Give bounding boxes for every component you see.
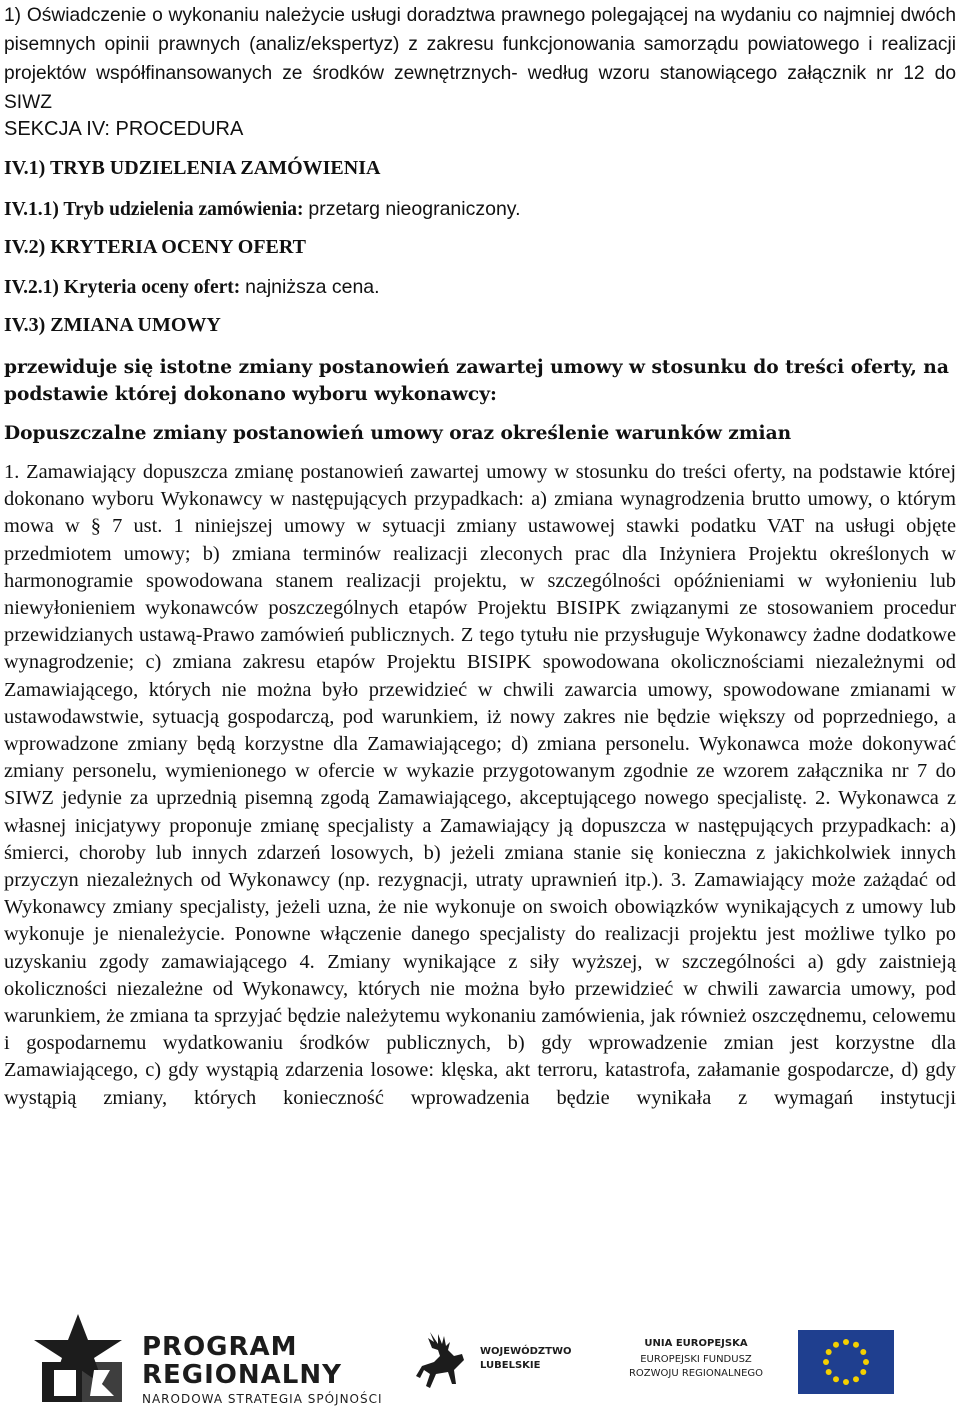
heading-iv11-value: przetarg nieograniczony. (308, 198, 521, 220)
program-regionalny-icon (24, 1310, 134, 1406)
lubelskie-label: LUBELSKIE (480, 1360, 541, 1371)
heading-iv11-label: IV.1.1) Tryb udzielenia zamówienia: (4, 199, 304, 220)
eu-regional-label: ROZWOJU REGIONALNEGO (628, 1368, 764, 1379)
eu-logo (612, 1330, 952, 1400)
intro-paragraph: 1) Oświadczenie o wykonaniu należycie usługi doradztwa prawnego polegającej na wydaniu co najmniej dwóch pisemnych opinii prawnych (analiz/ekspertyz) z zakresu funkcjonowania samorządu powiatowego i realizacji projektów współfinansowanych ze środków zewnętrznych- według wzoru stanowiącego załącznik nr 12 do SIWZ (4, 5, 956, 113)
wojewodztwo-logo (410, 1326, 590, 1406)
heading-iv21 (4, 276, 380, 299)
eu-flag-icon (798, 1330, 894, 1394)
heading-iv3: IV.3) ZMIANA UMOWY (4, 314, 221, 336)
iv3-intro: przewiduje się istotne zmiany postanowień zawartej umowy w stosunku do treści oferty, na podstawie której dokonano wyboru wykonawcy: (4, 357, 949, 405)
regionalny-label: REGIONALNY (142, 1360, 342, 1390)
wojewodztwo-label: WOJEWÓDZTWO (480, 1346, 572, 1357)
program-regionalny-logo (24, 1310, 404, 1406)
footer-logos (0, 1300, 960, 1410)
section-title: SEKCJA IV: PROCEDURA (4, 118, 244, 140)
iv3-subtitle: Dopuszczalne zmiany postanowień umowy oraz określenie warunków zmian (4, 423, 792, 444)
eu-label: UNIA EUROPEJSKA (644, 1338, 748, 1349)
strategy-label: NARODOWA STRATEGIA SPÓJNOŚCI (142, 1392, 383, 1406)
deer-icon (410, 1326, 472, 1392)
heading-iv11 (4, 198, 521, 221)
iv3-body: 1. Zamawiający dopuszcza zmianę postanowień zawartej umowy w stosunku do treści oferty, na podstawie której dokonano wyboru Wykonawcy w następujących przypadkach: a) zmiana wynagrodzenia brutto umowy, o którym mowa w § 7 ust. 1 niniejszej umowy w sytuacji zmiany ustawowej stawki podatku VAT na usługi objęte przedmiotem umowy; b) zmiana terminów realizacji zleconych prac dla Inżyniera Projektu określonych w harmonogramie spowodowana stanem realizacji projektu, w szczególności opóźnieniami w wyłonieniu lub niewyłonieniem wykonawców poszczególnych etapów Projektu BISIPK związanymi ze stosowaniem procedur przewidzianych ustawą-Prawo zamówień publicznych. Z tego tytułu nie przysługuje Wykonawcy żadne dodatkowe wynagrodzenie; c) zmiana zakresu etapów Projektu BISIPK spowodowana okolicznościami niezależnymi od Zamawiającego, których nie można było przewidzieć w chwili zawarcia umowy, spowodowane zmianami w ustawodawstwie, sytuacją gospodarczą, pod warunkiem, iż nowy zakres nie będzie większy od poprzedniego, a wprowadzone zmiany będą korzystne dla Zamawiającego; d) zmiana personelu. Wykonawca może dokonywać zmiany personelu, wymienionego w ofercie w wykazie przygotowanym zgodnie ze wzorem załącznika nr 7 do SIWZ jedynie za uprzednią pisemną zgodą Zamawiającego, akceptującego nowego specjalistę. 2. Wykonawca z własnej inicjatywy proponuje zmianę specjalisty a Zamawiający ją dopuszcza w następujących przypadkach: a) śmierci, choroby lub innych zdarzeń losowych, b) jeżeli zmiana stanie się konieczna z jakichkolwiek innych przyczyn niezależnych od Wykonawcy (np. rezygnacji, utraty uprawnień itp.). 3. Zamawiający może zażądać od Wykonawcy zmiany specjalisty, jeżeli uzna, że nie wykonuje on swoich obowiązków wynikających z umowy lub wykonuje je nienależycie. Ponowne włączenie danego specjalisty do realizacji projektu jest możliwe tylko po uzyskaniu zgody zamawiającego 4. Zmiany wynikające z siły wyższej, w szczególności a) gdy zaistnieją okoliczności niezależne od Wykonawcy, których nie można było przewidzieć w chwili zawarcia umowy, pod warunkiem, że zmiana ta sprzyjać będzie należytemu wykonaniu zamówienia, jak również oszczędnemu, celowemu i gospodarnemu wydatkowaniu środków publicznych, b) gdy wprowadzenie zmian jest korzystne dla Zamawiającego, c) gdy wystąpią zdarzenia losowe: klęska, akt terroru, katastrofa, załamanie gospodarcze, d) gdy wystąpią zmiany, których konieczność wprowadzenia będzie wynikała z wymagań instytucji (4, 461, 956, 1109)
program-label: PROGRAM (142, 1332, 298, 1362)
heading-iv2: IV.2) KRYTERIA OCENY OFERT (4, 236, 306, 258)
eu-fund-label: EUROPEJSKI FUNDUSZ (640, 1354, 752, 1365)
heading-iv21-value: najniższa cena. (245, 276, 380, 298)
heading-iv21-label: IV.2.1) Kryteria oceny ofert: (4, 277, 241, 298)
heading-iv1: IV.1) TRYB UDZIELENIA ZAMÓWIENIA (4, 157, 381, 179)
